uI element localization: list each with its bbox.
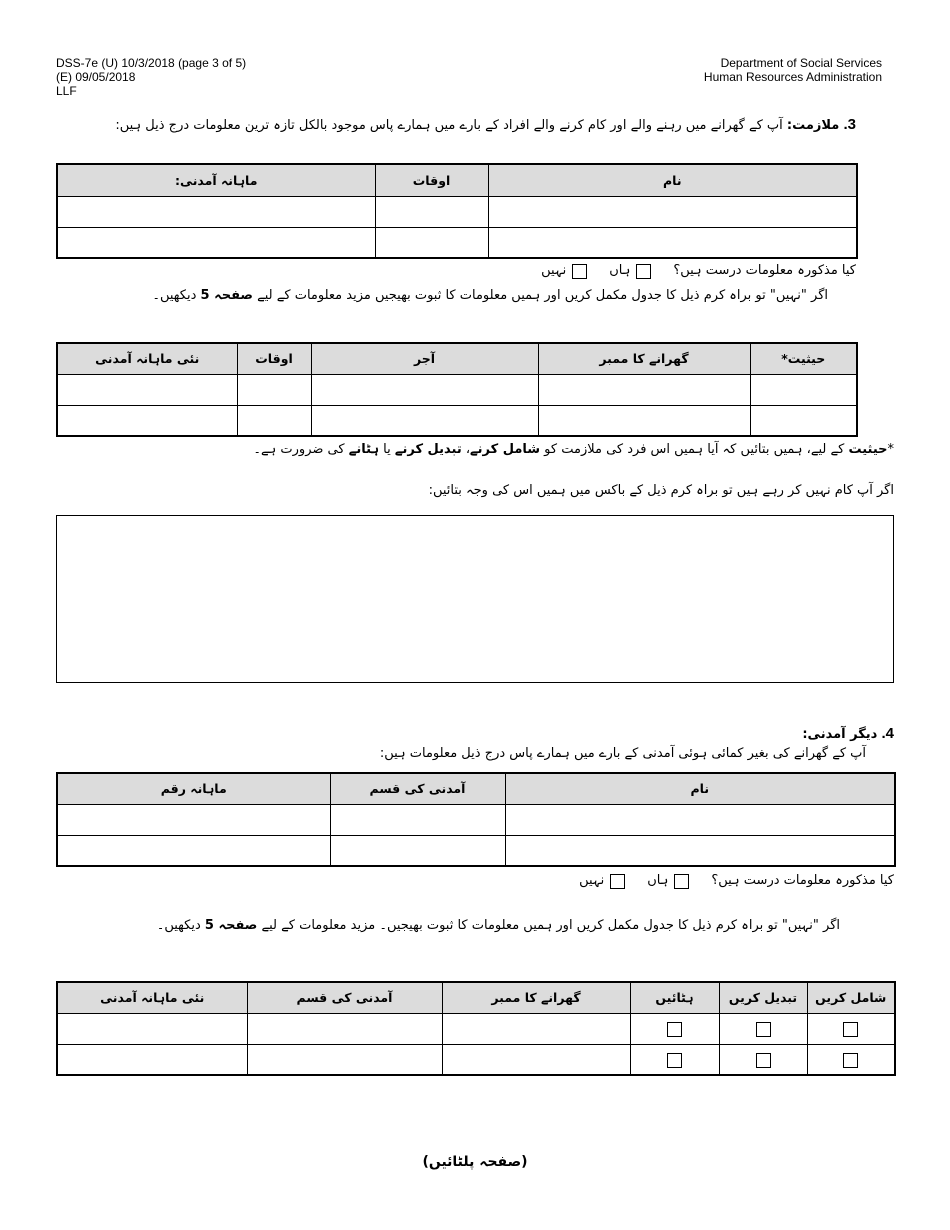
no-label: نہیں (579, 873, 605, 888)
remove-checkbox[interactable] (667, 1022, 682, 1037)
col-header-hours: اوقات (375, 164, 488, 196)
section4-other-income-table (56, 772, 896, 867)
section3-changes-table (56, 342, 858, 437)
table-row (57, 1013, 895, 1044)
add-cell (807, 1044, 895, 1075)
table-cell[interactable] (488, 196, 857, 227)
administration-name: Human Resources Administration (703, 70, 882, 84)
add-checkbox[interactable] (843, 1022, 858, 1037)
section4-heading (200, 723, 894, 745)
turn-page-note: (صفحہ پلٹائیں) (422, 1154, 528, 1170)
col-header-remove: ہٹائیں (630, 982, 719, 1013)
section4-changes-table (56, 981, 896, 1076)
table-cell[interactable] (57, 804, 330, 835)
table-cell[interactable] (375, 227, 488, 258)
table-cell[interactable] (442, 1044, 630, 1075)
table-cell[interactable] (505, 835, 895, 866)
page-reference: صفحہ 5 (200, 288, 253, 303)
not-working-reason-box[interactable] (56, 515, 894, 683)
table-cell[interactable] (311, 405, 538, 436)
department-name: Department of Social Services (720, 56, 882, 70)
col-header-status: حیثیت* (750, 343, 857, 374)
table-cell[interactable] (442, 1013, 630, 1044)
table-row (57, 196, 857, 227)
section3-employment-table (56, 163, 858, 259)
section3-title: ملازمت: (786, 118, 840, 133)
table-cell[interactable] (57, 374, 237, 405)
col-header-new-monthly-income: نئی ماہانہ آمدنی (57, 982, 247, 1013)
table-row (57, 1044, 895, 1075)
table-cell[interactable] (488, 227, 857, 258)
no-checkbox[interactable] (572, 264, 587, 279)
form-id: DSS-7e (U) 10/3/2018 (page 3 of 5) (56, 56, 247, 70)
yes-label: ہاں (647, 873, 669, 888)
table-cell[interactable] (57, 405, 237, 436)
table-row (57, 374, 857, 405)
table-cell[interactable] (505, 804, 895, 835)
table-cell[interactable] (375, 196, 488, 227)
section3-instructions: اگر "نہیں" تو براہ کرم ذیل کا جدول مکمل کریں اور ہمیں معلومات کا ثبوت بھیجیں مزید معلومات کے لیے صفحہ 5 دیکھیں۔ (152, 288, 828, 303)
page-reference: صفحہ 5 (204, 918, 258, 933)
change-cell (719, 1044, 807, 1075)
table-cell[interactable] (330, 835, 505, 866)
table-cell[interactable] (57, 196, 375, 227)
form-edition: (E) 09/05/2018 (56, 70, 136, 84)
table-cell[interactable] (57, 227, 375, 258)
remove-checkbox[interactable] (667, 1053, 682, 1068)
col-header-hours: اوقات (237, 343, 311, 374)
status-footnote: *حیثیت کے لیے، ہمیں بتائیں کہ آیا ہمیں اس فرد کی ملازمت کو شامل کرنے، تبدیل کرنے یا ہٹانے کی ضرورت ہے۔ (253, 442, 894, 457)
form-id-block (56, 56, 246, 98)
no-label: نہیں (541, 263, 567, 278)
form-code: LLF (56, 84, 77, 98)
section3-intro (96, 114, 856, 136)
table-row (57, 405, 857, 436)
col-header-household-member: گھرانے کا ممبر (442, 982, 630, 1013)
not-working-prompt: اگر آپ کام نہیں کر رہے ہیں تو براہ کرم ذیل کے باکس میں ہمیں اس کی وجہ بتائیں: (428, 483, 894, 498)
table-cell[interactable] (330, 804, 505, 835)
section4-intro: آپ کے گھرانے کی بغیر کمائی ہوئی آمدنی کے بارے میں ہمارے پاس درج ذیل معلومات ہیں: (379, 746, 866, 761)
table-cell[interactable] (57, 1013, 247, 1044)
section3-intro-text: آپ کے گھرانے میں رہنے والے اور کام کرنے والے افراد کے بارے میں ہمارے پاس موجود بالکل تازہ ترین معلومات درج ذیل ہیں: (115, 118, 783, 133)
col-header-income-type: آمدنی کی قسم (330, 773, 505, 804)
question-text: کیا مذکورہ معلومات درست ہیں؟ (711, 873, 894, 888)
table-cell[interactable] (538, 405, 750, 436)
add-checkbox[interactable] (843, 1053, 858, 1068)
col-header-new-monthly-income: نئی ماہانہ آمدنی (57, 343, 237, 374)
section4-title: دیگر آمدنی: (802, 727, 878, 742)
table-cell[interactable] (237, 374, 311, 405)
col-header-household-member: گھرانے کا ممبر (538, 343, 750, 374)
yes-label: ہاں (609, 263, 631, 278)
col-header-income-type: آمدنی کی قسم (247, 982, 442, 1013)
table-row (57, 227, 857, 258)
table-cell[interactable] (750, 405, 857, 436)
table-cell[interactable] (247, 1013, 442, 1044)
table-cell[interactable] (57, 835, 330, 866)
question-text: کیا مذکورہ معلومات درست ہیں؟ (673, 263, 856, 278)
remove-cell (630, 1013, 719, 1044)
section3-number: 3. (843, 116, 856, 133)
add-cell (807, 1013, 895, 1044)
table-cell[interactable] (247, 1044, 442, 1075)
yes-checkbox[interactable] (636, 264, 651, 279)
change-cell (719, 1013, 807, 1044)
col-header-name: نام (505, 773, 895, 804)
table-row (57, 835, 895, 866)
table-cell[interactable] (237, 405, 311, 436)
yes-checkbox[interactable] (674, 874, 689, 889)
col-header-employer: آجر (311, 343, 538, 374)
section4-correct-question (579, 872, 894, 890)
table-cell[interactable] (538, 374, 750, 405)
no-checkbox[interactable] (610, 874, 625, 889)
col-header-name: نام (488, 164, 857, 196)
table-cell[interactable] (750, 374, 857, 405)
col-header-monthly-income: ماہانہ آمدنی: (57, 164, 375, 196)
col-header-add: شامل کریں (807, 982, 895, 1013)
col-header-monthly-amount: ماہانہ رقم (57, 773, 330, 804)
section3-correct-question (541, 262, 856, 280)
agency-block (704, 56, 882, 84)
section4-instructions: اگر "نہیں" تو براہ کرم ذیل کا جدول مکمل کریں اور ہمیں معلومات کا ثبوت بھیجیں۔ مزید معلومات کے لیے صفحہ 5 دیکھیں۔ (156, 918, 840, 933)
col-header-change: تبدیل کریں (719, 982, 807, 1013)
change-checkbox[interactable] (756, 1053, 771, 1068)
table-cell[interactable] (311, 374, 538, 405)
remove-cell (630, 1044, 719, 1075)
section4-number: 4. (881, 725, 894, 742)
table-row (57, 804, 895, 835)
table-cell[interactable] (57, 1044, 247, 1075)
change-checkbox[interactable] (756, 1022, 771, 1037)
